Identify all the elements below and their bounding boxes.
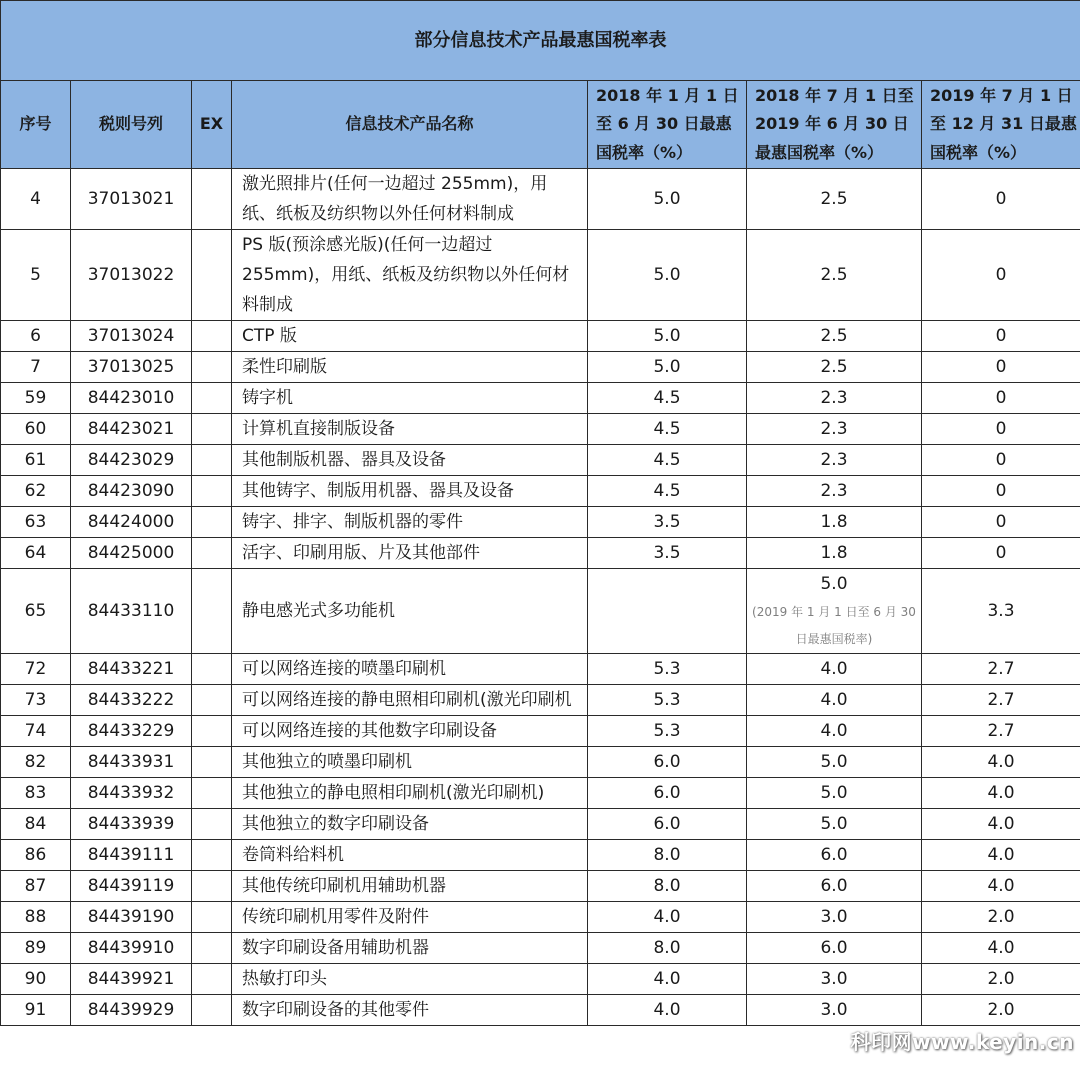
cell-rate-2018h1: 5.0: [588, 169, 747, 230]
cell-rate-2019h2: 2.0: [922, 995, 1080, 1026]
table-row: [1, 569, 1080, 654]
cell-code: 84433229: [71, 716, 192, 747]
table-row: [1, 383, 1080, 414]
cell-rate-2018h2-2019h1: 2.3: [747, 445, 922, 476]
rate-value: 5.0: [820, 574, 848, 594]
table-row: [1, 840, 1080, 871]
cell-name: 数字印刷设备用辅助机器: [232, 933, 588, 964]
cell-rate-2018h2-2019h1: 6.0: [747, 933, 922, 964]
cell-rate-2019h2: 2.0: [922, 902, 1080, 933]
table-row: [1, 871, 1080, 902]
cell-rate-2018h2-2019h1: 1.8: [747, 538, 922, 569]
cell-ex: [192, 809, 232, 840]
table-row: [1, 321, 1080, 352]
cell-no: 65: [1, 569, 71, 654]
cell-rate-2018h1: 4.5: [588, 445, 747, 476]
cell-code: 37013025: [71, 352, 192, 383]
cell-no: 89: [1, 933, 71, 964]
table-row: [1, 169, 1080, 230]
cell-rate-2018h1: 5.0: [588, 321, 747, 352]
table-row: [1, 809, 1080, 840]
cell-rate-2018h1: 8.0: [588, 871, 747, 902]
cell-name: 可以网络连接的喷墨印刷机: [232, 654, 588, 685]
cell-rate-2018h2-2019h1: 1.8: [747, 507, 922, 538]
cell-ex: [192, 507, 232, 538]
cell-rate-2019h2: 0: [922, 445, 1080, 476]
cell-rate-2018h1: 5.0: [588, 230, 747, 321]
cell-rate-2019h2: 0: [922, 383, 1080, 414]
cell-ex: [192, 169, 232, 230]
cell-name: 可以网络连接的其他数字印刷设备: [232, 716, 588, 747]
cell-rate-2019h2: 0: [922, 538, 1080, 569]
table-row: [1, 747, 1080, 778]
cell-code: 84433939: [71, 809, 192, 840]
cell-code: 37013024: [71, 321, 192, 352]
cell-no: 91: [1, 995, 71, 1026]
cell-code: 84433932: [71, 778, 192, 809]
cell-name: 激光照排片(任何一边超过 255mm)，用纸、纸板及纺织物以外任何材料制成: [232, 169, 588, 230]
cell-code: 37013022: [71, 230, 192, 321]
cell-no: 90: [1, 964, 71, 995]
table-row: [1, 778, 1080, 809]
cell-rate-2018h1: 5.3: [588, 685, 747, 716]
table-row: [1, 685, 1080, 716]
cell-rate-2018h1: 3.5: [588, 538, 747, 569]
cell-name: 铸字机: [232, 383, 588, 414]
table-row: [1, 933, 1080, 964]
cell-rate-2018h2-2019h1: 3.0: [747, 995, 922, 1026]
header-name: 信息技术产品名称: [232, 81, 588, 169]
cell-rate-2018h2-2019h1: 2.5: [747, 169, 922, 230]
cell-name: CTP 版: [232, 321, 588, 352]
cell-ex: [192, 352, 232, 383]
cell-no: 74: [1, 716, 71, 747]
cell-code: 37013021: [71, 169, 192, 230]
cell-name: 卷筒料给料机: [232, 840, 588, 871]
cell-rate-2018h1: 6.0: [588, 778, 747, 809]
cell-ex: [192, 840, 232, 871]
cell-code: 84433222: [71, 685, 192, 716]
cell-rate-2019h2: 4.0: [922, 933, 1080, 964]
cell-code: 84439929: [71, 995, 192, 1026]
cell-code: 84439910: [71, 933, 192, 964]
cell-ex: [192, 902, 232, 933]
cell-name: 其他制版机器、器具及设备: [232, 445, 588, 476]
cell-ex: [192, 995, 232, 1026]
cell-name: 活字、印刷用版、片及其他部件: [232, 538, 588, 569]
cell-rate-2018h2-2019h1: 6.0: [747, 871, 922, 902]
cell-rate-2019h2: 0: [922, 476, 1080, 507]
cell-code: 84433221: [71, 654, 192, 685]
cell-ex: [192, 414, 232, 445]
cell-ex: [192, 685, 232, 716]
cell-rate-2018h1: 4.5: [588, 476, 747, 507]
cell-name: 其他独立的喷墨印刷机: [232, 747, 588, 778]
cell-rate-2018h1: [588, 569, 747, 654]
cell-rate-2018h1: 3.5: [588, 507, 747, 538]
cell-rate-2018h1: 4.0: [588, 964, 747, 995]
cell-ex: [192, 778, 232, 809]
cell-rate-2018h2-2019h1: 4.0: [747, 716, 922, 747]
cell-rate-2019h2: 2.7: [922, 654, 1080, 685]
cell-name: 静电感光式多功能机: [232, 569, 588, 654]
cell-code: 84433931: [71, 747, 192, 778]
cell-rate-2018h2-2019h1: [747, 569, 922, 654]
cell-no: 7: [1, 352, 71, 383]
cell-rate-2019h2: 0: [922, 414, 1080, 445]
cell-no: 6: [1, 321, 71, 352]
cell-no: 4: [1, 169, 71, 230]
cell-rate-2018h2-2019h1: 5.0: [747, 809, 922, 840]
cell-rate-2019h2: 4.0: [922, 809, 1080, 840]
cell-name: 铸字、排字、制版机器的零件: [232, 507, 588, 538]
cell-rate-2019h2: 4.0: [922, 840, 1080, 871]
cell-code: 84423010: [71, 383, 192, 414]
cell-rate-2018h2-2019h1: 5.0: [747, 778, 922, 809]
cell-ex: [192, 538, 232, 569]
header-rate-2019h2: 2019 年 7 月 1 日至 12 月 31 日最惠国税率（%）: [922, 81, 1080, 169]
cell-code: 84424000: [71, 507, 192, 538]
cell-ex: [192, 964, 232, 995]
cell-code: 84423029: [71, 445, 192, 476]
cell-name: 其他独立的数字印刷设备: [232, 809, 588, 840]
cell-no: 88: [1, 902, 71, 933]
watermark: 科印网www.keyin.cn: [850, 1030, 1074, 1054]
table-title: 部分信息技术产品最惠国税率表: [1, 1, 1080, 81]
table-row: [1, 476, 1080, 507]
cell-rate-2018h1: 4.0: [588, 902, 747, 933]
cell-ex: [192, 654, 232, 685]
cell-rate-2018h1: 4.5: [588, 414, 747, 445]
cell-code: 84423021: [71, 414, 192, 445]
cell-no: 87: [1, 871, 71, 902]
cell-rate-2018h2-2019h1: 2.3: [747, 414, 922, 445]
cell-rate-2018h2-2019h1: 3.0: [747, 964, 922, 995]
cell-rate-2019h2: 0: [922, 352, 1080, 383]
cell-name: 其他传统印刷机用辅助机器: [232, 871, 588, 902]
cell-no: 62: [1, 476, 71, 507]
cell-ex: [192, 383, 232, 414]
cell-no: 84: [1, 809, 71, 840]
cell-ex: [192, 321, 232, 352]
table-row: [1, 230, 1080, 321]
cell-code: 84425000: [71, 538, 192, 569]
cell-rate-2019h2: 2.7: [922, 716, 1080, 747]
cell-rate-2019h2: 4.0: [922, 778, 1080, 809]
cell-rate-2019h2: 4.0: [922, 871, 1080, 902]
cell-code: 84439119: [71, 871, 192, 902]
cell-no: 59: [1, 383, 71, 414]
cell-no: 73: [1, 685, 71, 716]
cell-rate-2018h2-2019h1: 2.5: [747, 230, 922, 321]
header-rate-2018h2-2019h1: 2018 年 7 月 1 日至 2019 年 6 月 30 日最惠国税率（%）: [747, 81, 922, 169]
table-row: [1, 995, 1080, 1026]
cell-no: 72: [1, 654, 71, 685]
cell-rate-2018h1: 5.3: [588, 654, 747, 685]
table-row: [1, 445, 1080, 476]
cell-name: 柔性印刷版: [232, 352, 588, 383]
cell-name: 可以网络连接的静电照相印刷机(激光印刷机: [232, 685, 588, 716]
cell-rate-2018h1: 4.0: [588, 995, 747, 1026]
cell-name: 传统印刷机用零件及附件: [232, 902, 588, 933]
table-row: [1, 414, 1080, 445]
cell-rate-2018h1: 4.5: [588, 383, 747, 414]
cell-name: 计算机直接制版设备: [232, 414, 588, 445]
cell-ex: [192, 747, 232, 778]
cell-rate-2019h2: 4.0: [922, 747, 1080, 778]
cell-rate-2018h2-2019h1: 4.0: [747, 685, 922, 716]
cell-rate-2019h2: 2.0: [922, 964, 1080, 995]
cell-rate-2019h2: 0: [922, 507, 1080, 538]
cell-name: PS 版(预涂感光版)(任何一边超过 255mm)，用纸、纸板及纺织物以外任何材料制成: [232, 230, 588, 321]
table-body: [1, 169, 1080, 1026]
header-rate-2018h1: 2018 年 1 月 1 日至 6 月 30 日最惠国税率（%）: [588, 81, 747, 169]
cell-no: 63: [1, 507, 71, 538]
header-no: 序号: [1, 81, 71, 169]
table-row: [1, 538, 1080, 569]
cell-rate-2019h2: 3.3: [922, 569, 1080, 654]
cell-rate-2018h2-2019h1: 4.0: [747, 654, 922, 685]
cell-rate-2019h2: 2.7: [922, 685, 1080, 716]
cell-rate-2018h1: 6.0: [588, 747, 747, 778]
cell-no: 60: [1, 414, 71, 445]
cell-rate-2018h1: 5.3: [588, 716, 747, 747]
table-row: [1, 716, 1080, 747]
cell-no: 82: [1, 747, 71, 778]
table-row: [1, 964, 1080, 995]
cell-rate-2018h1: 6.0: [588, 809, 747, 840]
cell-ex: [192, 445, 232, 476]
cell-rate-2018h2-2019h1: 5.0: [747, 747, 922, 778]
cell-rate-2019h2: 0: [922, 230, 1080, 321]
cell-code: 84439190: [71, 902, 192, 933]
cell-no: 83: [1, 778, 71, 809]
cell-rate-2018h2-2019h1: 2.3: [747, 476, 922, 507]
cell-ex: [192, 230, 232, 321]
table-row: [1, 507, 1080, 538]
cell-name: 数字印刷设备的其他零件: [232, 995, 588, 1026]
cell-ex: [192, 871, 232, 902]
cell-name: 其他铸字、制版用机器、器具及设备: [232, 476, 588, 507]
table-row: [1, 902, 1080, 933]
cell-name: 其他独立的静电照相印刷机(激光印刷机): [232, 778, 588, 809]
cell-rate-2018h2-2019h1: 2.5: [747, 352, 922, 383]
cell-rate-2018h2-2019h1: 3.0: [747, 902, 922, 933]
cell-ex: [192, 716, 232, 747]
cell-code: 84439921: [71, 964, 192, 995]
cell-no: 64: [1, 538, 71, 569]
cell-ex: [192, 569, 232, 654]
cell-no: 5: [1, 230, 71, 321]
cell-name: 热敏打印头: [232, 964, 588, 995]
cell-ex: [192, 933, 232, 964]
header-ex: EX: [192, 81, 232, 169]
cell-code: 84433110: [71, 569, 192, 654]
cell-rate-2018h1: 5.0: [588, 352, 747, 383]
table-row: [1, 654, 1080, 685]
table-row: [1, 352, 1080, 383]
header-code: 税则号列: [71, 81, 192, 169]
cell-no: 61: [1, 445, 71, 476]
cell-rate-2018h2-2019h1: 2.3: [747, 383, 922, 414]
rate-note: (2019 年 1 月 1 日至 6 月 30 日最惠国税率): [752, 605, 916, 646]
cell-code: 84423090: [71, 476, 192, 507]
cell-rate-2018h1: 8.0: [588, 840, 747, 871]
cell-no: 86: [1, 840, 71, 871]
cell-rate-2019h2: 0: [922, 169, 1080, 230]
cell-rate-2019h2: 0: [922, 321, 1080, 352]
cell-code: 84439111: [71, 840, 192, 871]
cell-rate-2018h2-2019h1: 6.0: [747, 840, 922, 871]
cell-ex: [192, 476, 232, 507]
cell-rate-2018h2-2019h1: 2.5: [747, 321, 922, 352]
cell-rate-2018h1: 8.0: [588, 933, 747, 964]
